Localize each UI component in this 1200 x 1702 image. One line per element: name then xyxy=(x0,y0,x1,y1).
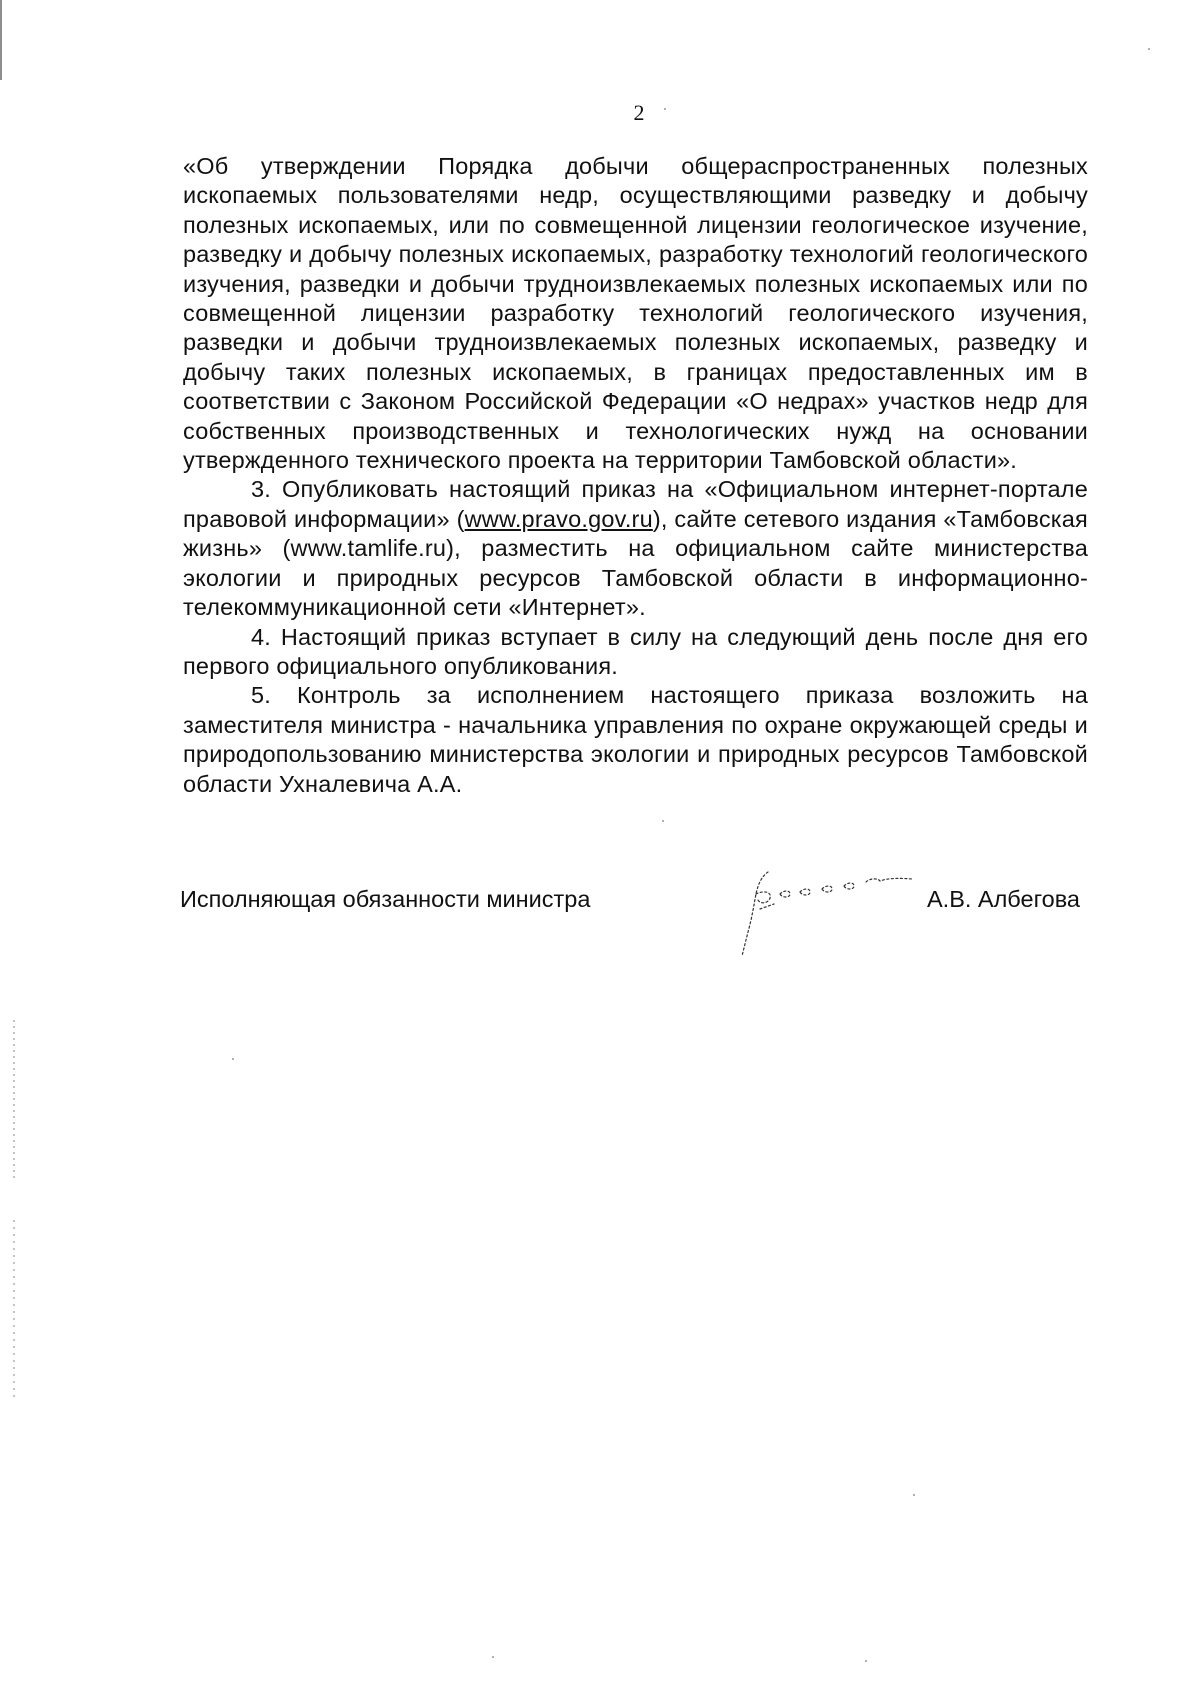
scan-speck xyxy=(492,1656,494,1658)
scan-speck xyxy=(1148,48,1150,50)
paragraph-item-3 xyxy=(183,475,1088,622)
paragraph-item-3-text-start: 3. Опубликовать настоящий приказ на «Официальном интернет-портале правовой информации» ( xyxy=(183,476,1088,532)
pravo-gov-link[interactable]: www.pravo.gov.ru xyxy=(464,505,653,532)
document-body xyxy=(183,152,1088,799)
scan-speck xyxy=(232,1058,234,1060)
scan-speck xyxy=(865,1660,867,1662)
scan-speck xyxy=(662,820,664,822)
scan-margin-marks xyxy=(0,0,30,1697)
paragraph-item-4: 4. Настоящий приказ вступает в силу на следующий день после дня его первого официального опубликования. xyxy=(183,623,1088,679)
page-number: 2 xyxy=(633,100,645,125)
signatory-title: Исполняющая обязанности министра xyxy=(180,886,591,912)
signature-block xyxy=(180,886,1080,996)
paragraph-decree-title: «Об утверждении Порядка добычи общераспространенных полезных ископаемых пользователями недр, осуществляющими разведку и добычу полезных ископаемых, или по совмещенной лицензии геологическое изучение, разведку и добычу полезных ископаемых, разработку технологий геологического изучения, разведки и добычи трудноизвлекаемых полезных ископаемых или по совмещенной лицензии разработку технологий геологического изучения, разведки и добычи трудноизвлекаемых полезных ископаемых, разведку и добычу таких полезных ископаемых, в границах предоставленных им в соответствии с Законом Российской Федерации «О недрах» участков недр для собственных производственных и технологических нужд на основании утвержденного технического проекта на территории Тамбовской области». xyxy=(183,153,1088,474)
signatory-name: А.В. Албегова xyxy=(926,886,1080,912)
scan-edge-lines xyxy=(0,0,30,1697)
scan-speck xyxy=(664,108,666,110)
paragraph-item-5: 5. Контроль за исполнением настоящего приказа возложить на заместителя министра - начальника управления по охране окружающей среды и природопользованию министерства экологии и природных ресурсов Тамбовской области Ухналевича А.А. xyxy=(183,682,1088,797)
paragraph-item-3-text-end: ), сайте сетевого издания «Тамбовская жизнь» (www.tamlife.ru), разместить на официальном сайте министерства экологии и природных ресурсов Тамбовской области в информационно-телекоммуникационной сети «Интернет». xyxy=(183,505,1088,621)
handwritten-signature-icon xyxy=(720,854,940,974)
scan-speck xyxy=(913,1494,915,1496)
